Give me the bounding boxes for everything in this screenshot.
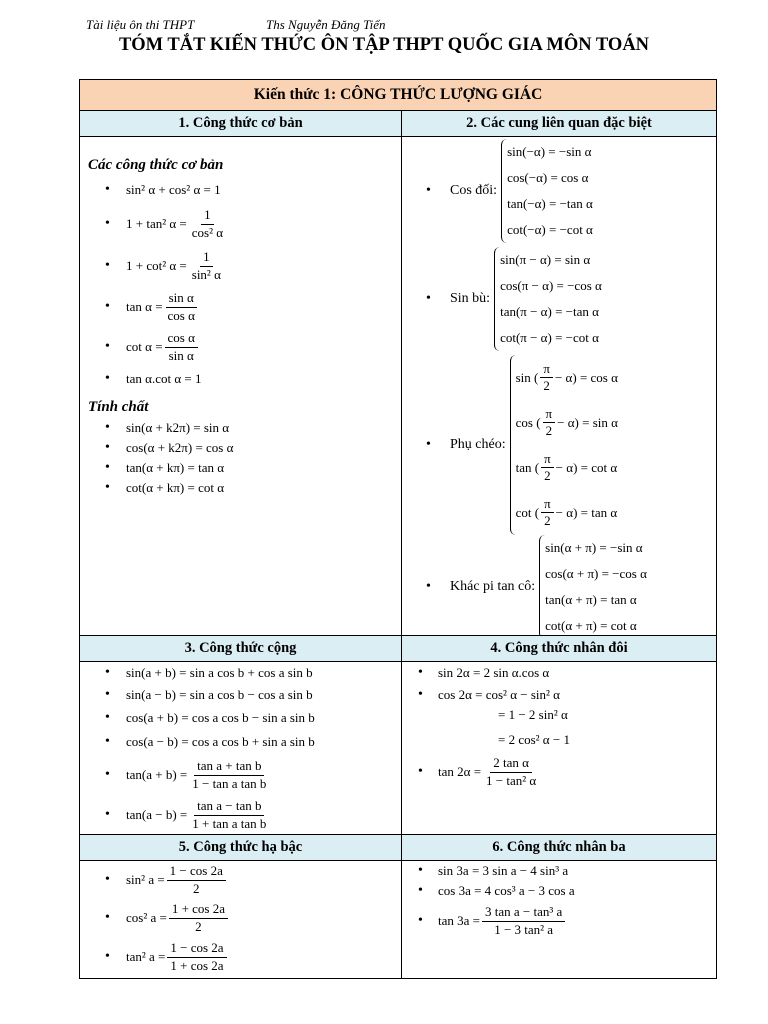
list-item: • tan(α + kπ) = tan α bbox=[80, 458, 233, 478]
bullet: • bbox=[426, 579, 431, 594]
list-item: • tan² a = $\frac{1 - \cos 2a}{1 + \cos 2a}$ bbox=[80, 937, 230, 977]
bullet: • bbox=[426, 183, 431, 198]
list-item: • tan α = $\frac{\text{sin α}}{\text{cos α}}$ bbox=[80, 287, 228, 327]
brace-phu-cheo: sin ( $\frac{\pi}{2}$ − α) = cos α cos ( $\frac{\pi}{2}$ − α) = sin α tan ( $\frac{\pi}{2}$ − α) = cot α cot ( $\frac{\pi}{2}$ − α) = tan α bbox=[510, 355, 618, 535]
table-row bbox=[80, 834, 716, 860]
list-item: • cot(α + kπ) = cot α bbox=[80, 478, 233, 498]
label-khac-pi: Khác pi tan cô: bbox=[450, 579, 536, 594]
list-item: • sin² a = $\frac{1 - \cos 2a}{2}$ bbox=[80, 861, 230, 899]
cell-power-reduction bbox=[80, 861, 402, 978]
table-row bbox=[80, 136, 716, 635]
group-phu-cheo bbox=[426, 355, 618, 535]
group-cos-doi bbox=[426, 139, 593, 243]
header-author: Ths Nguyễn Đăng Tiến bbox=[266, 17, 386, 32]
heading-basic: 1. Công thức cơ bản bbox=[80, 111, 402, 136]
cell-special-arcs bbox=[402, 137, 716, 635]
list-item: • cos(a + b) = cos a cos b − sin a sin b bbox=[80, 706, 315, 730]
list-item: • sin(α + k2π) = sin α bbox=[80, 418, 233, 438]
header-left: Tài liệu ôn thi THPT bbox=[86, 17, 195, 32]
list-item: • tan 3a = $\frac{\text{3 tan a − tan³ a}}{\text{1 − 3 tan² a}}$ bbox=[402, 901, 575, 941]
list-item: • cos² a = $\frac{1 + \cos 2a}{2}$ bbox=[80, 899, 230, 937]
list-item: • tan α.cot α = 1 bbox=[80, 367, 228, 391]
cell-addition bbox=[80, 662, 402, 834]
list-item: • cot α = $\frac{\text{cos α}}{\text{sin α}}$ bbox=[80, 327, 228, 367]
document-title: TÓM TẮT KIẾN THỨC ÔN TẬP THPT QUỐC GIA MÔN TOÁN bbox=[118, 35, 650, 55]
list-item: • 1 + cot² α = $\frac{1}{\text{sin² α}}$ bbox=[80, 245, 228, 287]
power-reduction-list bbox=[80, 861, 230, 977]
bullet: • bbox=[426, 437, 431, 452]
formula-table bbox=[79, 79, 717, 979]
list-item: • tan(a − b) = $\frac{\text{tan a − tan b}}{\text{1 + tan a tan b}}$ bbox=[80, 796, 315, 834]
brace-sin-bu: sin(π − α) = sin α cos(π − α) = −cos α tan(π − α) = −tan α cot(π − α) = −cot α bbox=[494, 247, 602, 351]
table-row bbox=[80, 635, 716, 661]
label-phu-cheo: Phụ chéo: bbox=[450, 437, 506, 452]
heading-power-reduction: 5. Công thức hạ bậc bbox=[80, 835, 402, 860]
list-item: • tan(a + b) = $\frac{\text{tan a + tan b}}{\text{1 − tan a tan b}}$ bbox=[80, 754, 315, 796]
double-list-tan bbox=[402, 752, 541, 792]
list-item: • cos(a − b) = cos a cos b + sin a sin b bbox=[80, 730, 315, 754]
list-item: • cos 3a = 4 cos³ a − 3 cos a bbox=[402, 881, 575, 901]
heading-special-arcs: 2. Các cung liên quan đặc biệt bbox=[402, 111, 716, 136]
cell-double bbox=[402, 662, 716, 834]
label-sin-bu: Sin bù: bbox=[450, 291, 491, 306]
brace-cos-doi: sin(−α) = −sin α cos(−α) = cos α tan(−α) = −tan α cot(−α) = −cot α bbox=[501, 139, 593, 243]
subheading-properties: Tính chất bbox=[88, 399, 149, 415]
section-title: Kiến thức 1: CÔNG THỨC LƯỢNG GIÁC bbox=[80, 80, 716, 110]
cell-basic bbox=[80, 137, 402, 635]
triple-list bbox=[402, 861, 575, 941]
double-list bbox=[402, 662, 560, 706]
list-item: • 1 + tan² α = $\frac{1}{\text{cos² α}}$ bbox=[80, 203, 228, 245]
list-item: • sin² α + cos² α = 1 bbox=[80, 177, 228, 203]
subheading-basic: Các công thức cơ bản bbox=[88, 157, 224, 173]
heading-double: 4. Công thức nhân đôi bbox=[402, 636, 716, 661]
table-row bbox=[80, 110, 716, 136]
group-khac-pi bbox=[426, 535, 647, 639]
heading-triple: 6. Công thức nhân ba bbox=[402, 835, 716, 860]
list-item: • sin(a + b) = sin a cos b + cos a sin b bbox=[80, 662, 315, 684]
cell-triple bbox=[402, 861, 716, 978]
brace-khac-pi: sin(α + π) = −sin α cos(α + π) = −cos α tan(α + π) = tan α cot(α + π) = cot α bbox=[539, 535, 647, 639]
list-item: • tan 2α = $\frac{\text{2 tan α}}{\text{1 − tan² α}}$ bbox=[402, 752, 541, 792]
label-cos-doi: Cos đối: bbox=[450, 183, 498, 198]
list-item: • sin(a − b) = sin a cos b − cos a sin b bbox=[80, 684, 315, 706]
table-row bbox=[80, 860, 716, 978]
double-cos-alt1: = 1 − 2 sin² α bbox=[498, 707, 568, 722]
addition-list bbox=[80, 662, 315, 834]
list-item: • cos 2α = cos² α − sin² α bbox=[402, 684, 560, 706]
heading-addition: 3. Công thức cộng bbox=[80, 636, 402, 661]
bullet: • bbox=[426, 291, 431, 306]
list-item: • cos(α + k2π) = cos α bbox=[80, 438, 233, 458]
basic-list bbox=[80, 177, 228, 391]
properties-list bbox=[80, 418, 233, 498]
double-cos-alt2: = 2 cos² α − 1 bbox=[498, 732, 570, 747]
list-item: • sin 2α = 2 sin α.cos α bbox=[402, 662, 560, 684]
table-row bbox=[80, 661, 716, 834]
group-sin-bu bbox=[426, 247, 602, 351]
list-item: • sin 3a = 3 sin a − 4 sin³ a bbox=[402, 861, 575, 881]
